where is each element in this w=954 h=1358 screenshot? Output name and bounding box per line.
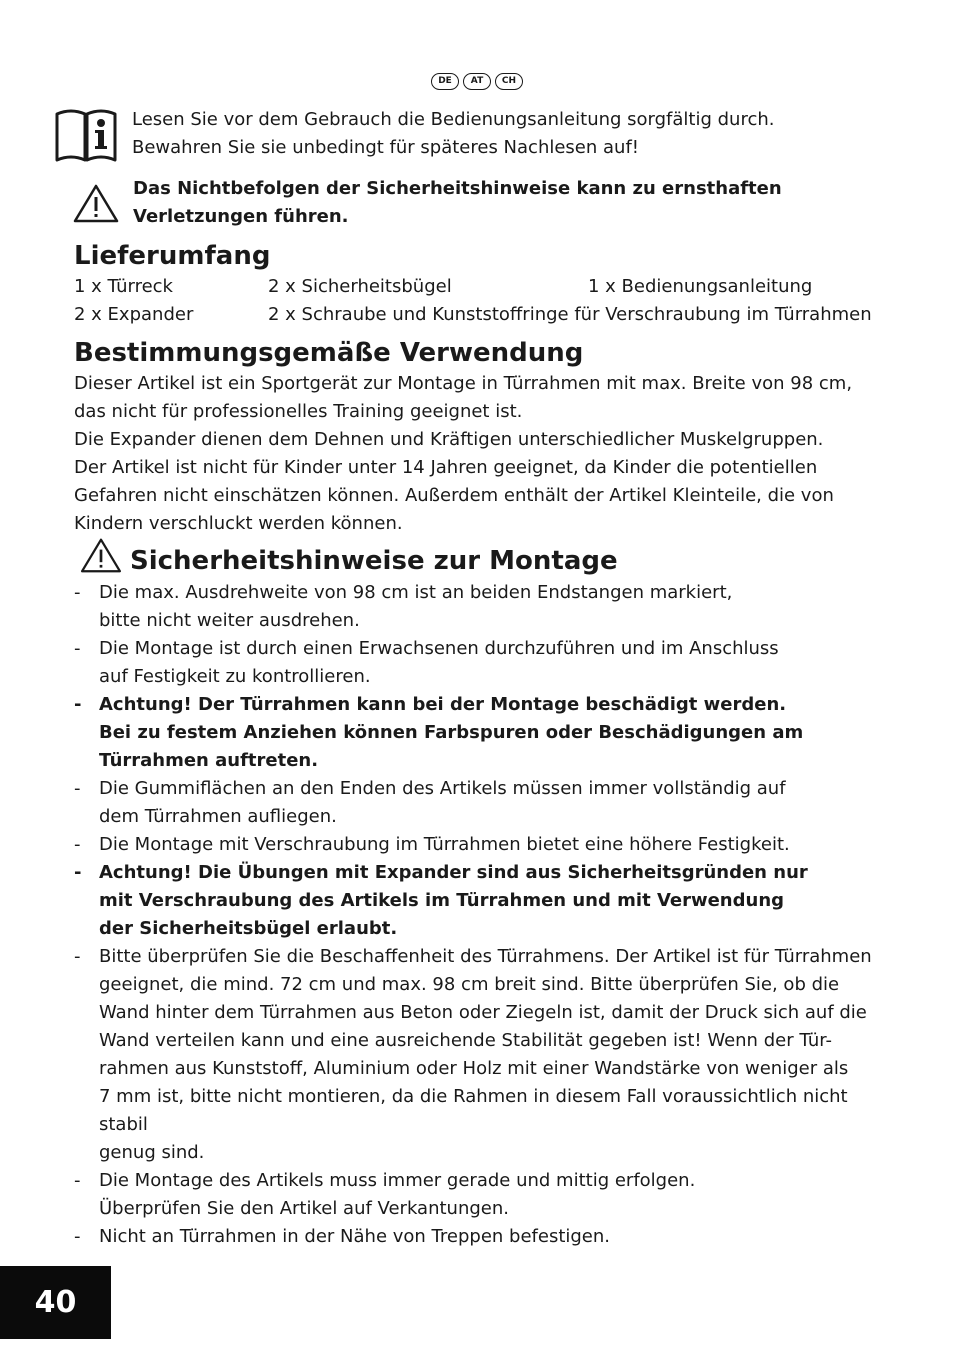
lieferumfang-heading: Lieferumfang [74,241,271,271]
montage-item-line: geeignet, die mind. 72 cm und max. 98 cm breit sind. Bitte überprüfen Sie, ob die [99,974,840,995]
read-manual-icon [54,106,118,162]
montage-warning-item [74,859,884,943]
verwendung-body [74,370,874,538]
lieferumfang-item: 2 x Sicherheitsbügel [268,276,452,297]
language-badges [0,73,954,90]
verwendung-line: Gefahren nicht einschätzen können. Außerdem enthält der Artikel Kleinteile, die von [74,485,834,506]
safety-warning-text [133,175,782,231]
read-manual-text [132,106,775,162]
page-number: 40 [0,1266,111,1339]
montage-item-line: Achtung! Die Übungen mit Expander sind aus Sicherheitsgründen nur [99,862,808,883]
montage-item-line: der Sicherheitsbügel erlaubt. [99,918,398,939]
verwendung-line: Der Artikel ist nicht für Kinder unter 14 Jahren geeignet, da Kinder die potentiellen [74,457,818,478]
verwendung-line: Die Expander dienen dem Dehnen und Kräftigen unterschiedlicher Muskelgruppen. [74,429,824,450]
montage-item-line: Überprüfen Sie den Artikel auf Verkantungen. [99,1198,509,1219]
list-bullet: - [74,834,81,855]
montage-list-item [74,831,884,859]
verwendung-line: das nicht für professionelles Training geeignet ist. [74,401,523,422]
montage-item-line: Türrahmen auftreten. [99,750,319,771]
montage-item-line: mit Verschraubung des Artikels im Türrahmen und mit Verwendung [99,890,785,911]
list-bullet: - [74,778,81,799]
montage-item-line: Bei zu festem Anziehen können Farbspuren oder Beschädigungen am [99,722,804,743]
montage-list-item [74,635,884,691]
montage-list-item [74,775,884,831]
montage-list-item [74,943,884,1167]
montage-heading: Sicherheitshinweise zur Montage [130,546,618,576]
montage-item-line: bitte nicht weiter ausdrehen. [99,610,360,631]
montage-list-item [74,1223,884,1251]
montage-item-line: Die Montage mit Verschraubung im Türrahmen bietet eine höhere Festigkeit. [99,834,790,855]
warning-triangle-icon [73,183,119,223]
montage-item-line: 7 mm ist, bitte nicht montieren, da die Rahmen in diesem Fall voraussichtlich nicht stabil [99,1086,848,1135]
montage-item-line: Die Montage des Artikels muss immer gerade und mittig erfolgen. [99,1170,696,1191]
lang-badge-ch: CH [495,73,523,90]
lang-badge-de: DE [431,73,459,90]
lieferumfang-item: 2 x Schraube und Kunststoffringe für Verschraubung im Türrahmen [268,304,872,325]
lang-badge-at: AT [463,73,491,90]
montage-item-line: auf Festigkeit zu kontrollieren. [99,666,371,687]
lieferumfang-item: 1 x Bedienungsanleitung [588,276,813,297]
list-bullet: - [74,638,81,659]
list-bullet: - [74,1226,81,1247]
list-bullet: - [74,582,81,603]
montage-warning-item [74,691,884,775]
montage-item-line: Achtung! Der Türrahmen kann bei der Montage beschädigt werden. [99,694,787,715]
montage-heading-row [80,537,618,577]
safety-warning-line: Verletzungen führen. [133,206,349,227]
read-manual-notice [54,106,914,162]
list-bullet: - [74,694,82,715]
safety-warning-notice [73,175,893,231]
montage-item-line: Bitte überprüfen Sie die Beschaffenheit des Türrahmens. Der Artikel ist für Türrahmen [99,946,872,967]
montage-item-line: Die Gummiflächen an den Enden des Artikels müssen immer vollständig auf [99,778,786,799]
safety-warning-line: Das Nichtbefolgen der Sicherheitshinweise kann zu ernsthaften [133,178,782,199]
montage-item-line: genug sind. [99,1142,205,1163]
montage-item-line: Nicht an Türrahmen in der Nähe von Treppen befestigen. [99,1226,611,1247]
montage-list [74,579,884,1251]
warning-triangle-icon [80,537,122,573]
montage-item-line: dem Türrahmen aufliegen. [99,806,337,827]
list-bullet: - [74,862,82,883]
verwendung-line: Kindern verschluckt werden können. [74,513,403,534]
verwendung-heading: Bestimmungsgemäße Verwendung [74,338,584,368]
montage-list-item [74,1167,884,1223]
montage-item-line: Wand hinter dem Türrahmen aus Beton oder Ziegeln ist, damit der Druck sich auf die [99,1002,867,1023]
list-bullet: - [74,1170,81,1191]
read-manual-line: Lesen Sie vor dem Gebrauch die Bedienungsanleitung sorgfältig durch. [132,109,775,130]
verwendung-line: Dieser Artikel ist ein Sportgerät zur Montage in Türrahmen mit max. Breite von 98 cm, [74,373,853,394]
lieferumfang-item: 2 x Expander [74,304,194,325]
montage-item-line: Die Montage ist durch einen Erwachsenen durchzuführen und im Anschluss [99,638,779,659]
montage-list-item [74,579,884,635]
montage-item-line: Die max. Ausdrehweite von 98 cm ist an beiden Endstangen markiert, [99,582,733,603]
lieferumfang-item: 1 x Türreck [74,276,173,297]
read-manual-line: Bewahren Sie sie unbedingt für späteres Nachlesen auf! [132,137,640,158]
list-bullet: - [74,946,81,967]
montage-item-line: Wand verteilen kann und eine ausreichende Stabilität gegeben ist! Wenn der Tür- [99,1030,832,1051]
montage-item-line: rahmen aus Kunststoff, Aluminium oder Holz mit einer Wandstärke von weniger als [99,1058,849,1079]
